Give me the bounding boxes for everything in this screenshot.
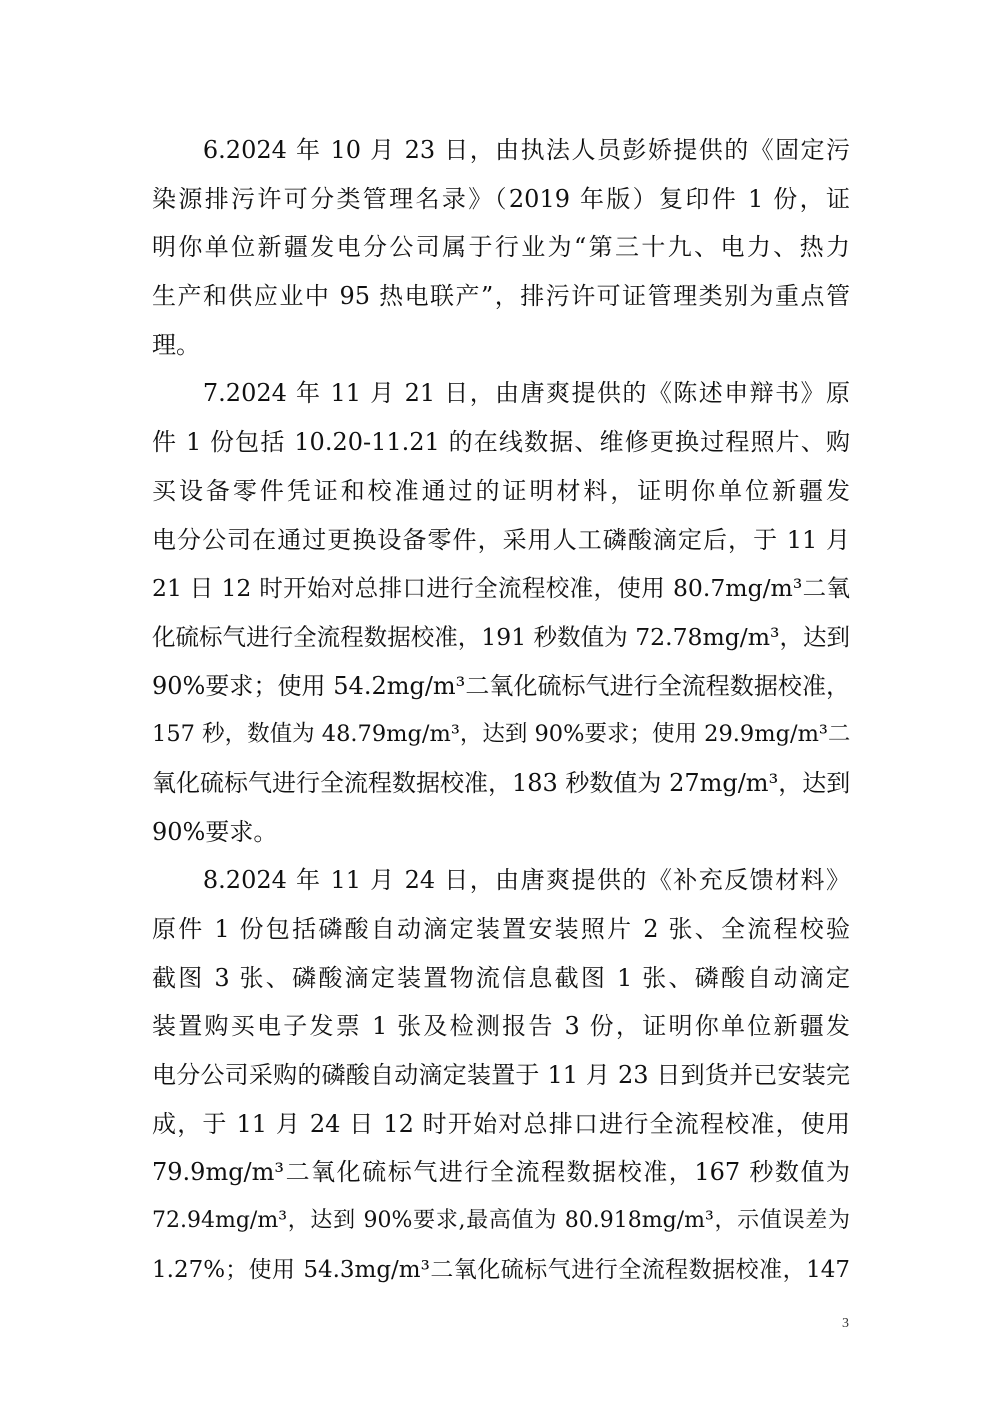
text-line: 6.2024 年 10 月 23 日，由执法人员彭娇提供的《固定污 — [152, 136, 850, 164]
text-line: 电分公司在通过更换设备零件，采用人工磷酸滴定后，于 11 月 — [152, 525, 850, 554]
text-line: 化硫标气进行全流程数据校准，191 秒数值为 72.78mg/m³，达到 — [152, 622, 850, 651]
text-line: 买设备零件凭证和校准通过的证明材料，证明你单位新疆发 — [152, 476, 850, 505]
body-text — [152, 126, 850, 1295]
text-line: 90%要求；使用 54.2mg/m³二氧化硫标气进行全流程数据校准， — [152, 671, 850, 700]
text-line: 8.2024 年 11 月 24 日，由唐爽提供的《补充反馈材料》 — [152, 866, 850, 895]
text-line: 氧化硫标气进行全流程数据校准，183 秒数值为 27mg/m³，达到 — [152, 768, 851, 797]
text-line: 明你单位新疆发电分公司属于行业为“第三十九、电力、热力 — [152, 233, 850, 262]
text-line: 原件 1 份包括磷酸自动滴定装置安装照片 2 张、全流程校验 — [152, 915, 850, 943]
text-line: 1.27%；使用 54.3mg/m³二氧化硫标气进行全流程数据校准，147 — [152, 1256, 850, 1283]
text-line: 截图 3 张、磷酸滴定装置物流信息截图 1 张、磷酸自动滴定 — [152, 963, 850, 992]
text-line: 90%要求。 — [152, 817, 278, 846]
text-line: 染源排污许可分类管理名录》（2019 年版）复印件 1 份，证 — [152, 184, 850, 213]
text-line: 72.94mg/m³，达到 90%要求,最高值为 80.918mg/m³，示值误差为 — [152, 1208, 850, 1234]
text-line: 157 秒，数值为 48.79mg/m³，达到 90%要求；使用 29.9mg/m³二 — [152, 721, 851, 748]
text-line: 成，于 11 月 24 日 12 时开始对总排口进行全流程校准，使用 — [152, 1109, 850, 1138]
text-line: 理。 — [152, 330, 200, 359]
text-line: 21 日 12 时开始对总排口进行全流程校准，使用 80.7mg/m³二氧 — [152, 574, 850, 603]
text-line: 79.9mg/m³二氧化硫标气进行全流程数据校准，167 秒数值为 — [152, 1158, 850, 1187]
text-line: 件 1 份包括 10.20-11.21 的在线数据、维修更换过程照片、购 — [152, 428, 850, 457]
text-line: 电分公司采购的磷酸自动滴定装置于 11 月 23 日到货并已安装完 — [152, 1061, 850, 1090]
text-line: 7.2024 年 11 月 21 日，由唐爽提供的《陈述申辩书》原 — [152, 379, 850, 408]
page-number: 3 — [842, 1316, 849, 1331]
text-line: 装置购买电子发票 1 张及检测报告 3 份，证明你单位新疆发 — [152, 1012, 850, 1041]
text-line: 生产和供应业中 95 热电联产”，排污许可证管理类别为重点管 — [152, 282, 850, 311]
